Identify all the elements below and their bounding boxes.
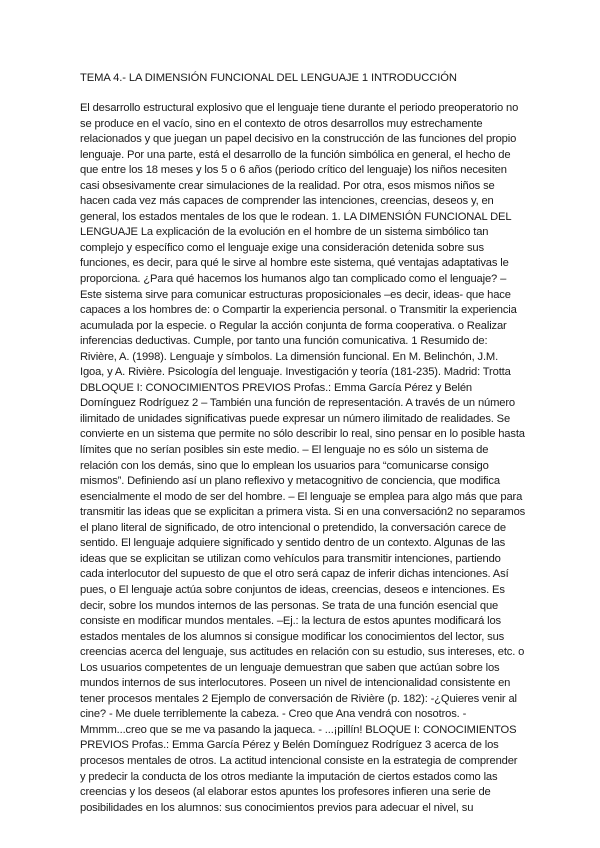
text-line: pues, o El lenguaje actúa sobre conjuntos de ideas, creencias, deseos e intenciones. Es — [80, 583, 505, 596]
text-line: se produce en el vacío, sino en el contexto de otros desarrollos muy estrechamente — [80, 117, 483, 130]
text-line: sentido. El lenguaje adquiere significado y sentido dentro de un contexto. Algunas de las — [80, 537, 506, 550]
text-line: transmitir las ideas que se explicitan a primera vista. Si en una conversación2 no separamos — [80, 506, 526, 519]
text-line: Igoa, y A. Rivière. Psicología del lenguaje. Investigación y teoría (181-235). Madrid: Trotta — [80, 366, 511, 379]
text-line: tener procesos mentales 2 Ejemplo de conversación de Rivière (p. 182): -¿Quieres venir al — [80, 692, 517, 705]
text-line: estados mentales de los alumnos si consigue modificar los conocimientos del lector, sus — [80, 630, 505, 643]
text-line: general, los estados mentales de los que le rodean. 1. LA DIMENSIÓN FUNCIONAL DEL — [80, 210, 512, 223]
text-line: casi obsesivamente crear simulaciones de la realidad. Por otra, esos mismos niños se — [80, 179, 495, 192]
text-line: mundos internos de sus interlocutores. Poseen un nivel de intencionalidad consistente en — [80, 677, 511, 690]
text-line: límites que no serían posibles sin este medio. – El lenguaje no es sólo un sistema de — [80, 444, 489, 457]
text-line: funciones, es decir, para qué le sirve al hombre este sistema, qué ventajas adaptativas le — [80, 257, 509, 270]
text-line: Este sistema sirve para comunicar estructuras proposicionales –es decir, ideas- que hace — [80, 288, 511, 301]
text-line: y predecir la conducta de los otros mediante la imputación de ciertos estados como las — [80, 770, 498, 783]
text-line: lenguaje. Por una parte, está el desarrollo de la función simbólica en general, el hecho de — [80, 148, 511, 161]
text-line: posibilidades en los alumnos: sus conocimientos previos para adecuar el nivel, su — [80, 801, 474, 814]
text-line: ideas que se explicitan se utilizan como vehículos para transmitir intenciones, partiendo — [80, 552, 501, 565]
text-line: relacionados y que juegan un papel decisivo en la construcción de las funciones del propio — [80, 133, 517, 146]
text-line: PREVIOS Profas.: Emma García Pérez y Belén Domínguez Rodríguez 3 acerca de los — [80, 739, 499, 752]
text-line: creencias y los deseos (al elaborar estos apuntes los profesores infieren una serie de — [80, 786, 491, 799]
text-line: Mmmm...creo que se me va pasando la jaqueca. - ...¡pillín! BLOQUE I: CONOCIMIENTOS — [80, 723, 517, 736]
text-line: inferencias deductivas. Cumple, por tanto una función comunicativa. 1 Resumido de: — [80, 335, 488, 348]
text-line: mismos”. Definiendo así un plano reflexivo y metacognitivo de conciencia, que modifica — [80, 475, 500, 488]
page-title: TEMA 4.- LA DIMENSIÓN FUNCIONAL DEL LENGUAJE 1 INTRODUCCIÓN — [80, 72, 457, 84]
text-line: convierte en un sistema que permite no sólo describir lo real, sino pensar en lo posible hasta — [80, 428, 525, 441]
text-line: proporciona. ¿Para qué hacemos los humanos algo tan complicado como el lenguaje? – — [80, 273, 507, 286]
text-line: cine? - Me duele terriblemente la cabeza. - Creo que Ana vendrá con nosotros. - — [80, 708, 467, 721]
text-line: creencias acerca del lenguaje, sus actitudes en relación con su estudio, sus intereses, etc. o — [80, 646, 525, 659]
text-line: Rivière, A. (1998). Lenguaje y símbolos. La dimensión funcional. En M. Belinchón, J.M. — [80, 350, 499, 363]
text-line: cada interlocutor del supuesto de que el otro será capaz de inferir dichas intenciones. Así — [80, 568, 509, 581]
text-line: Domínguez Rodríguez 2 – También una función de representación. A través de un número — [80, 397, 515, 410]
text-line: consiste en modificar mundos mentales. –Ej.: la lectura de estos apuntes modificará los — [80, 615, 501, 628]
text-line: decir, sobre los mundos internos de las personas. Se trata de una función esencial que — [80, 599, 499, 612]
text-line: LENGUAJE La explicación de la evolución en el hombre de un sistema simbólico tan — [80, 226, 489, 239]
text-line: acumulada por la especie. o Regular la acción conjunta de forma cooperativa. o Realizar — [80, 319, 507, 332]
text-line: El desarrollo estructural explosivo que el lenguaje tiene durante el periodo preoperatorio no — [80, 102, 519, 114]
text-line: el plano literal de significado, de otro intencional o pretendido, la conversación carece de — [80, 521, 506, 534]
text-line: relación con los demás, sino que lo emplean los usuarios para “comunicarse consigo — [80, 459, 489, 472]
body-text — [80, 101, 540, 816]
text-line: procesos mentales de otros. La actitud intencional consiste en la estrategia de comprender — [80, 754, 518, 767]
text-line: hacen cada vez más capaces de comprender las intenciones, creencias, deseos y, en — [80, 195, 494, 208]
text-line: DBLOQUE I: CONOCIMIENTOS PREVIOS Profas.: Emma García Pérez y Belén — [80, 381, 472, 394]
text-line: capaces a los hombres de: o Compartir la experiencia personal. o Transmitir la experiencia — [80, 304, 517, 317]
text-line: que entre los 18 meses y los 5 o 6 años (periodo crítico del lenguaje) los niños necesiten — [80, 164, 507, 177]
text-line: ilimitado de unidades significativas puede expresar un número ilimitado de realidades. Se — [80, 412, 511, 425]
text-line: complejo y específico como el lenguaje exige una consideración detenida sobre sus — [80, 241, 484, 254]
text-line: Los usuarios competentes de un lenguaje demuestran que saben que actúan sobre los — [80, 661, 500, 674]
text-line: esencialmente el modo de ser del hombre. – El lenguaje se emplea para algo más que para — [80, 490, 523, 503]
